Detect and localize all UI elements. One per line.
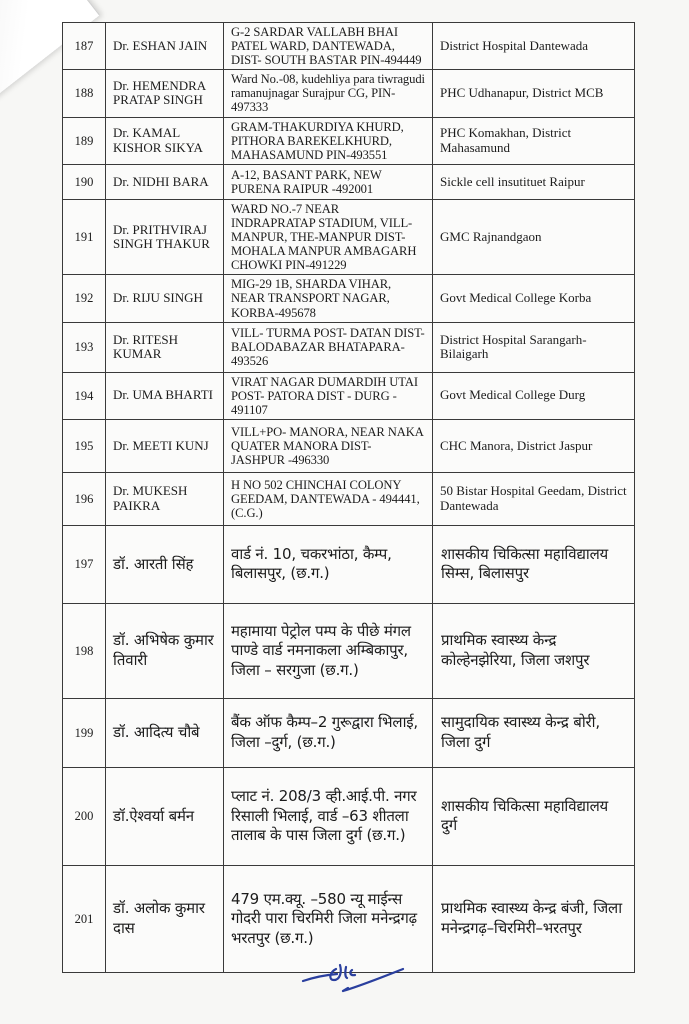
serial-number: 189 — [63, 117, 106, 164]
address: A-12, BASANT PARK, NEW PURENA RAIPUR -492001 — [224, 164, 433, 199]
posting-place: PHC Udhanapur, District MCB — [433, 70, 635, 117]
serial-number: 196 — [63, 472, 106, 525]
doctor-name: Dr. ESHAN JAIN — [106, 23, 224, 70]
address: प्लाट नं. 208/3 व्ही.आई.पी. नगर रिसाली भिलाई, वार्ड –63 शीतला तालाब के पास जिला दुर्ग (छ.ग.) — [224, 767, 433, 865]
table-row — [63, 698, 635, 767]
posting-place: सामुदायिक स्वास्थ्य केन्द्र बोरी, जिला दुर्ग — [433, 698, 635, 767]
table-row — [63, 164, 635, 199]
address: बैंक ऑफ कैम्प–2 गुरूद्वारा भिलाई, जिला –दुर्ग, (छ.ग.) — [224, 698, 433, 767]
posting-place: 50 Bistar Hospital Geedam, District Dantewada — [433, 472, 635, 525]
table-row — [63, 23, 635, 70]
doctor-name: Dr. HEMENDRA PRATAP SINGH — [106, 70, 224, 117]
handwritten-signature — [300, 960, 410, 1000]
doctor-name: Dr. UMA BHARTI — [106, 372, 224, 419]
serial-number: 197 — [63, 525, 106, 603]
posting-place: GMC Rajnandgaon — [433, 199, 635, 274]
doctor-name: Dr. KAMAL KISHOR SIKYA — [106, 117, 224, 164]
doctor-name: Dr. RIJU SINGH — [106, 275, 224, 322]
serial-number: 194 — [63, 372, 106, 419]
table-row — [63, 865, 635, 972]
posting-place: Sickle cell insutituet Raipur — [433, 164, 635, 199]
serial-number: 201 — [63, 865, 106, 972]
posting-place: शासकीय चिकित्सा महाविद्यालय सिम्स, बिलासपुर — [433, 525, 635, 603]
address: G-2 SARDAR VALLABH BHAI PATEL WARD, DANTEWADA, DIST- SOUTH BASTAR PIN-494449 — [224, 23, 433, 70]
doctor-name: Dr. PRITHVIRAJ SINGH THAKUR — [106, 199, 224, 274]
posting-place: प्राथमिक स्वास्थ्य केन्द्र कोल्हेनझेरिया, जिला जशपुर — [433, 603, 635, 698]
table-row — [63, 322, 635, 372]
table-row — [63, 199, 635, 274]
posting-place: District Hospital Sarangarh-Bilaigarh — [433, 322, 635, 372]
posting-place: District Hospital Dantewada — [433, 23, 635, 70]
address: Ward No.-08, kudehliya para tiwragudi ramanujnagar Surajpur CG, PIN-497333 — [224, 70, 433, 117]
serial-number: 187 — [63, 23, 106, 70]
posting-place: Govt Medical College Korba — [433, 275, 635, 322]
posting-table — [62, 22, 635, 973]
doctor-name: डॉ. अभिषेक कुमार तिवारी — [106, 603, 224, 698]
serial-number: 190 — [63, 164, 106, 199]
address: 479 एम.क्यू. –580 न्यू माईन्स गोदरी पारा चिरमिरी जिला मनेन्द्रगढ़ भरतपुर (छ.ग.) — [224, 865, 433, 972]
doctor-name: डॉ. अलोक कुमार दास — [106, 865, 224, 972]
serial-number: 188 — [63, 70, 106, 117]
serial-number: 198 — [63, 603, 106, 698]
doctor-name: डॉ. आरती सिंह — [106, 525, 224, 603]
doctor-name: डॉ.ऐश्वर्या बर्मन — [106, 767, 224, 865]
table-row — [63, 603, 635, 698]
address: MIG-29 1B, SHARDA VIHAR, NEAR TRANSPORT NAGAR, KORBA-495678 — [224, 275, 433, 322]
posting-place: Govt Medical College Durg — [433, 372, 635, 419]
posting-place: PHC Komakhan, District Mahasamund — [433, 117, 635, 164]
address: VIRAT NAGAR DUMARDIH UTAI POST- PATORA DIST - DURG - 491107 — [224, 372, 433, 419]
serial-number: 191 — [63, 199, 106, 274]
table-row — [63, 525, 635, 603]
posting-place: प्राथमिक स्वास्थ्य केन्द्र बंजी, जिला मनेन्द्रगढ़–चिरमिरी–भरतपुर — [433, 865, 635, 972]
serial-number: 200 — [63, 767, 106, 865]
serial-number: 195 — [63, 419, 106, 472]
posting-place: शासकीय चिकित्सा महाविद्यालय दुर्ग — [433, 767, 635, 865]
doctor-name: डॉ. आदित्य चौबे — [106, 698, 224, 767]
address: VILL+PO- MANORA, NEAR NAKA QUATER MANORA DIST- JASHPUR -496330 — [224, 419, 433, 472]
address: WARD NO.-7 NEAR INDRAPRATAP STADIUM, VILL-MANPUR, THE-MANPUR DIST- MOHALA MANPUR AMBAGARH CHOWKI PIN-491229 — [224, 199, 433, 274]
table-row — [63, 472, 635, 525]
doctor-name: Dr. MUKESH PAIKRA — [106, 472, 224, 525]
address: VILL- TURMA POST- DATAN DIST-BALODABAZAR BHATAPARA-493526 — [224, 322, 433, 372]
posting-place: CHC Manora, District Jaspur — [433, 419, 635, 472]
address: GRAM-THAKURDIYA KHURD, PITHORA BAREKELKHURD, MAHASAMUND PIN-493551 — [224, 117, 433, 164]
table-row — [63, 117, 635, 164]
serial-number: 193 — [63, 322, 106, 372]
doctor-name: Dr. MEETI KUNJ — [106, 419, 224, 472]
table-row — [63, 70, 635, 117]
doctor-name: Dr. NIDHI BARA — [106, 164, 224, 199]
table-row — [63, 372, 635, 419]
table-row — [63, 767, 635, 865]
address: महामाया पेट्रोल पम्प के पीछे मंगल पाण्डे वार्ड नमनाकला अम्बिकापुर, जिला – सरगुजा (छ.ग.) — [224, 603, 433, 698]
address: H NO 502 CHINCHAI COLONY GEEDAM, DANTEWADA - 494441, (C.G.) — [224, 472, 433, 525]
serial-number: 192 — [63, 275, 106, 322]
serial-number: 199 — [63, 698, 106, 767]
address: वार्ड नं. 10, चकरभांठा, कैम्प, बिलासपुर, (छ.ग.) — [224, 525, 433, 603]
table-row — [63, 419, 635, 472]
doctor-name: Dr. RITESH KUMAR — [106, 322, 224, 372]
table-row — [63, 275, 635, 322]
